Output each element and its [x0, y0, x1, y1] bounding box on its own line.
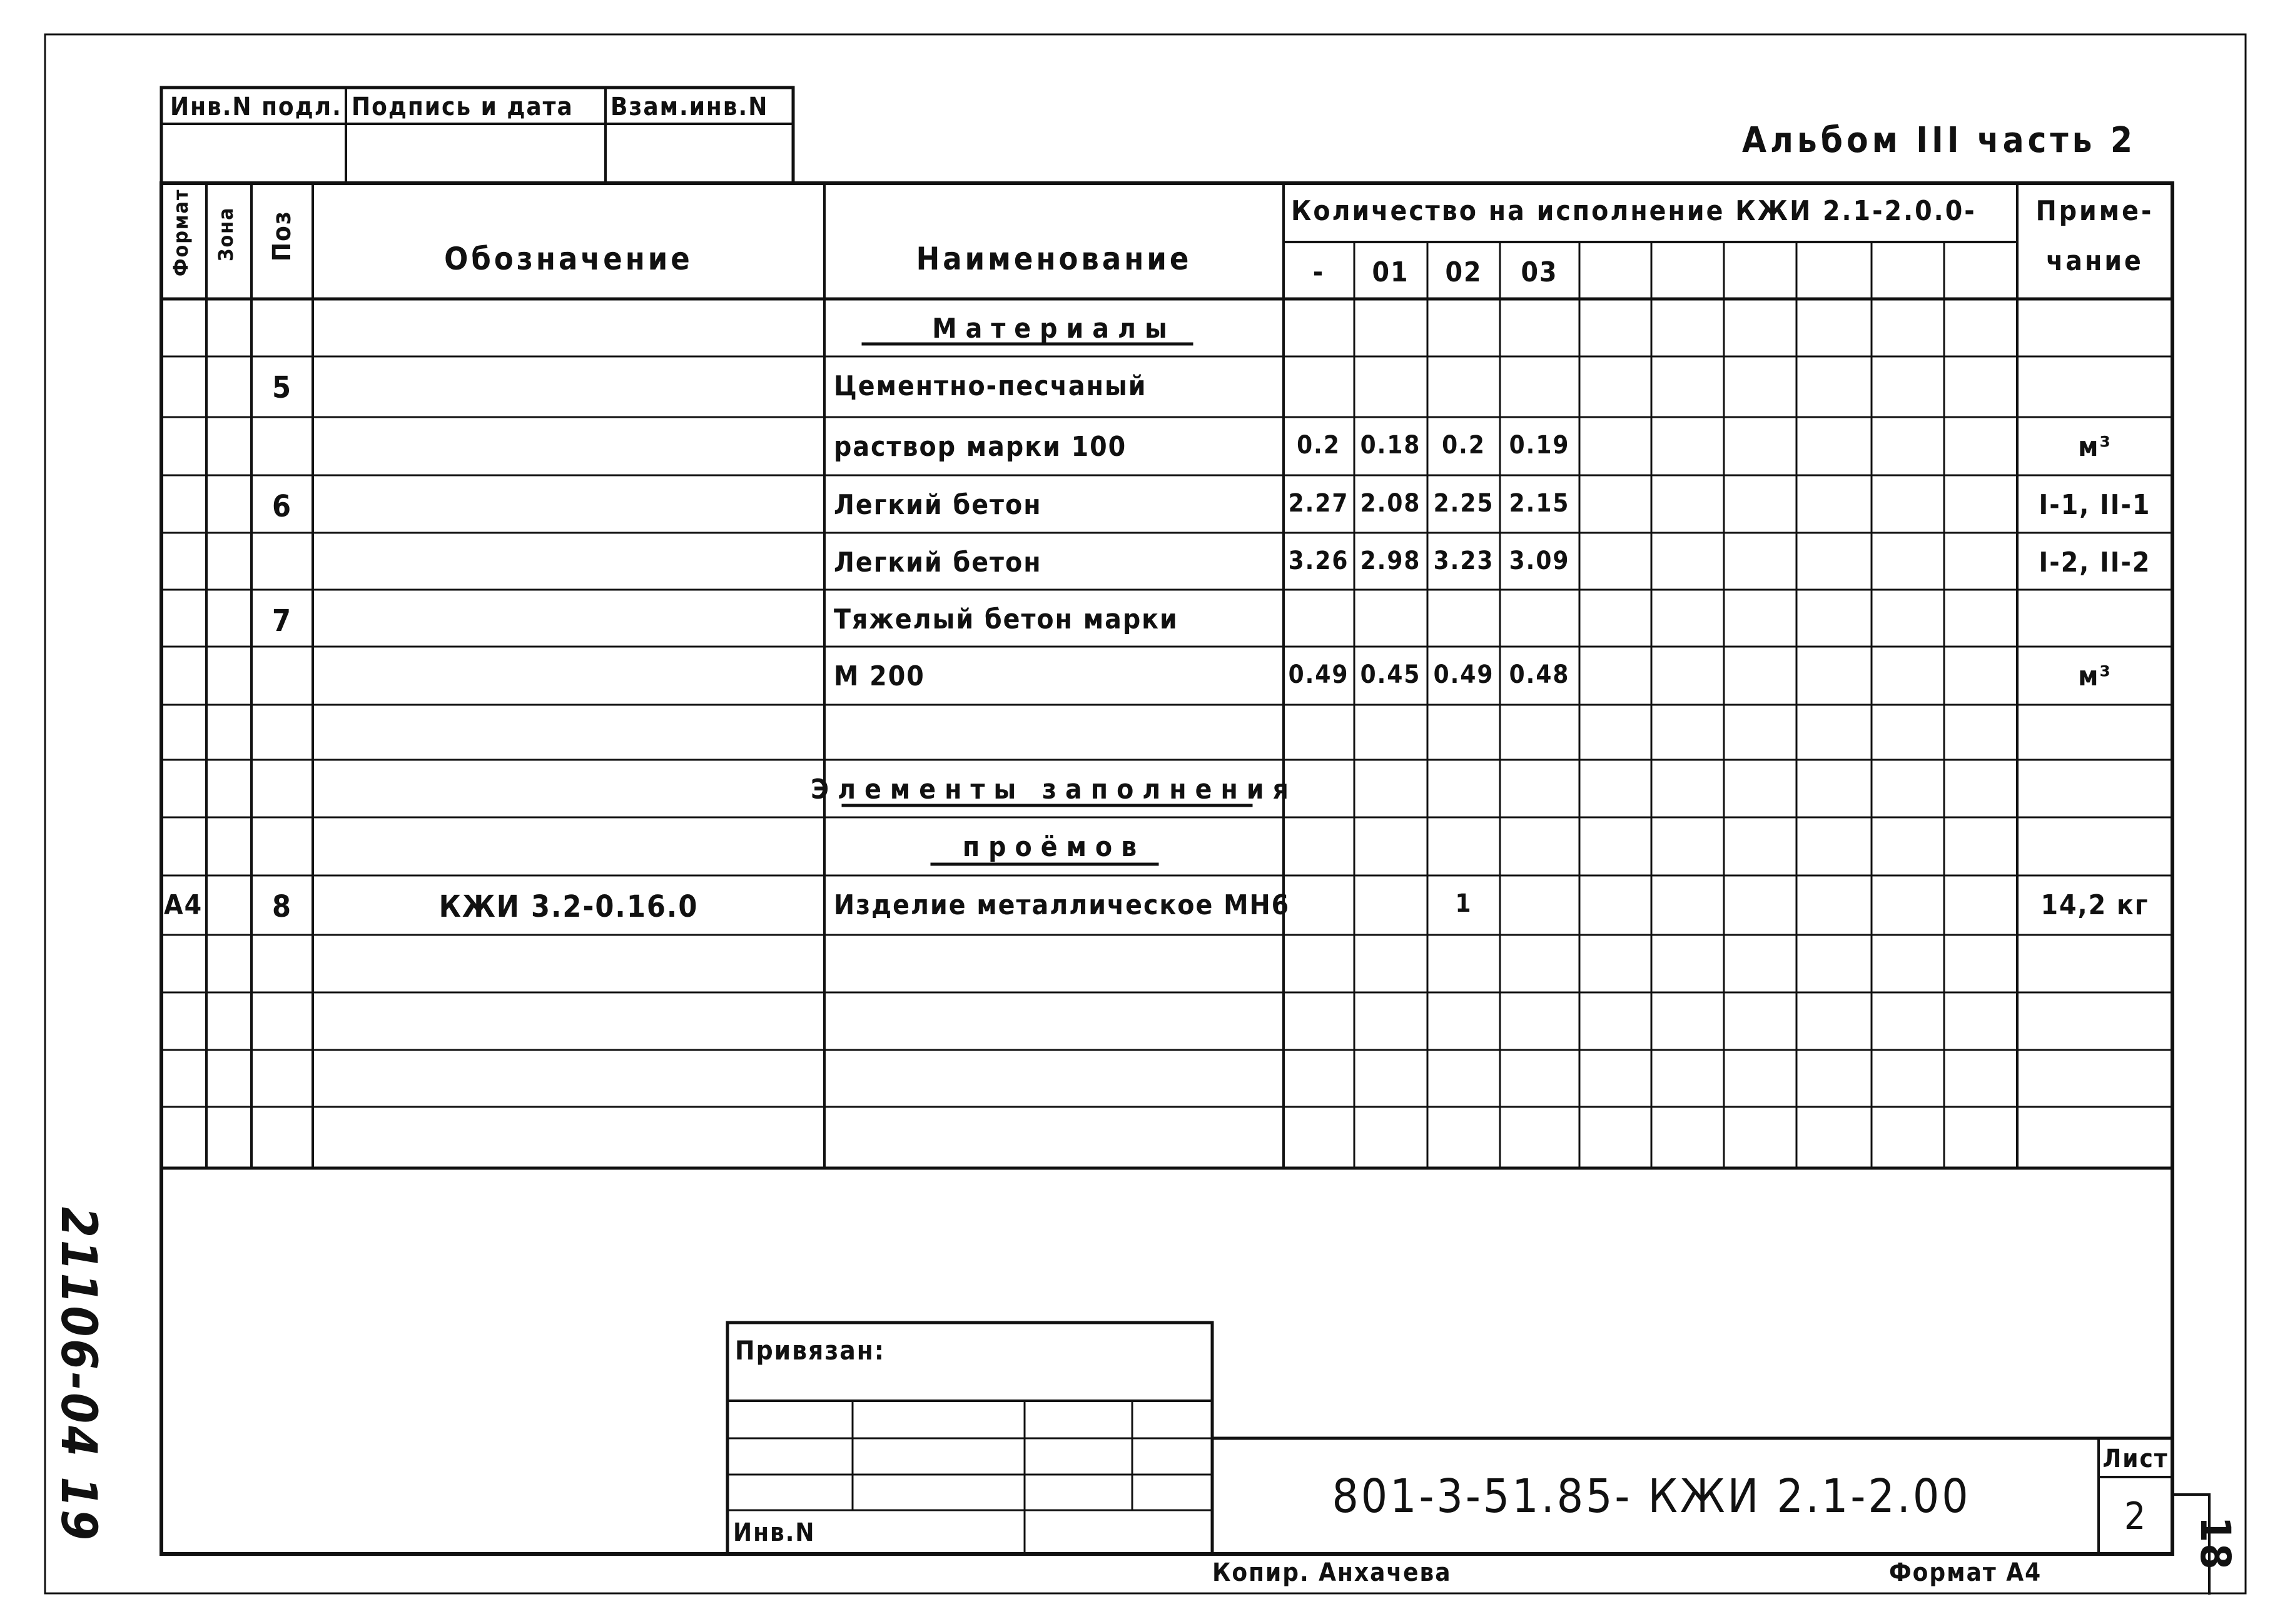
- stamp-inv-podl-label: Инв.N подл.: [170, 93, 342, 121]
- page-number: 18: [2191, 1516, 2239, 1571]
- row-qty-1: 2.98: [1360, 547, 1421, 575]
- row-name-heading: Материалы: [932, 313, 1176, 345]
- row-qty-2: 2.25: [1433, 489, 1494, 518]
- row-note: 14,2 кг: [2040, 889, 2149, 921]
- row-qty-0: 2.27: [1288, 489, 1349, 518]
- header-naimenovanie: Наименование: [916, 241, 1192, 277]
- header-poz: Поз: [268, 210, 296, 261]
- row-note: м³: [2078, 431, 2112, 463]
- header-primechanie-2: чание: [2046, 245, 2144, 277]
- row-qty-3: 0.19: [1509, 431, 1570, 460]
- row-format: А4: [164, 889, 203, 921]
- header-kolichestvo: Количество на исполнение КЖИ 2.1-2.0.0-: [1291, 195, 1977, 227]
- stamp-vzam-inv-label: Взам.инв.N: [610, 93, 769, 121]
- header-sub-1: 01: [1372, 256, 1409, 288]
- row-qty-1: 0.45: [1360, 660, 1421, 689]
- row-qty-1: 0.18: [1360, 431, 1421, 460]
- side-archive-number: 21106-04 19: [50, 1207, 106, 1543]
- header-primechanie-1: Приме-: [2035, 195, 2154, 227]
- row-qty-2: 1: [1455, 889, 1472, 918]
- row-name: Изделие металлическое МН6: [834, 889, 1290, 921]
- row-qty-1: 2.08: [1360, 489, 1421, 518]
- inv-n-label: Инв.N: [733, 1518, 816, 1547]
- row-note: I-1, II-1: [2039, 489, 2151, 521]
- row-qty-3: 2.15: [1509, 489, 1570, 518]
- list-label: Лист: [2102, 1445, 2169, 1473]
- album-label: Альбом III часть 2: [1742, 120, 2137, 161]
- row-qty-2: 0.49: [1433, 660, 1494, 689]
- row-poz: 8: [271, 889, 293, 924]
- row-qty-0: 3.26: [1288, 547, 1349, 575]
- row-qty-0: 0.49: [1288, 660, 1349, 689]
- row-note: м³: [2078, 660, 2112, 692]
- row-name: раствор марки 100: [834, 431, 1127, 463]
- header-oboznachenie: Обозначение: [444, 241, 693, 277]
- list-number: 2: [2124, 1495, 2147, 1538]
- privyazan-label: Привязан:: [735, 1335, 885, 1366]
- kopir-caption: Копир. Анхачева: [1212, 1558, 1452, 1587]
- row-oboznachenie: КЖИ 3.2-0.16.0: [438, 889, 699, 924]
- header-sub-2: 02: [1445, 256, 1482, 288]
- row-qty-2: 0.2: [1442, 431, 1486, 460]
- row-poz: 5: [271, 370, 293, 405]
- header-sub-0: -: [1312, 256, 1325, 288]
- stamp-podpis-data-label: Подпись и дата: [352, 93, 574, 121]
- row-name: Тяжелый бетон марки: [834, 603, 1178, 635]
- row-name-heading: проёмов: [962, 831, 1146, 863]
- row-name: М 200: [834, 660, 925, 692]
- row-poz: 7: [271, 603, 293, 638]
- header-sub-3: 03: [1521, 256, 1558, 288]
- row-poz: 6: [271, 489, 293, 524]
- row-note: I-2, II-2: [2039, 547, 2151, 578]
- format-caption: Формат А4: [1889, 1558, 2042, 1587]
- row-name: Легкий бетон: [834, 489, 1042, 521]
- row-qty-3: 0.48: [1509, 660, 1570, 689]
- document-code: 801-3-51.85- КЖИ 2.1-2.00: [1332, 1470, 1971, 1523]
- row-qty-2: 3.23: [1433, 547, 1494, 575]
- row-name: Цементно-песчаный: [834, 370, 1147, 402]
- header-zona: Зона: [214, 206, 238, 261]
- header-format: Формат: [169, 188, 193, 276]
- row-qty-0: 0.2: [1297, 431, 1340, 460]
- row-name-heading: Элементы заполнения: [811, 774, 1297, 805]
- row-name: Легкий бетон: [834, 547, 1042, 578]
- row-qty-3: 3.09: [1509, 547, 1570, 575]
